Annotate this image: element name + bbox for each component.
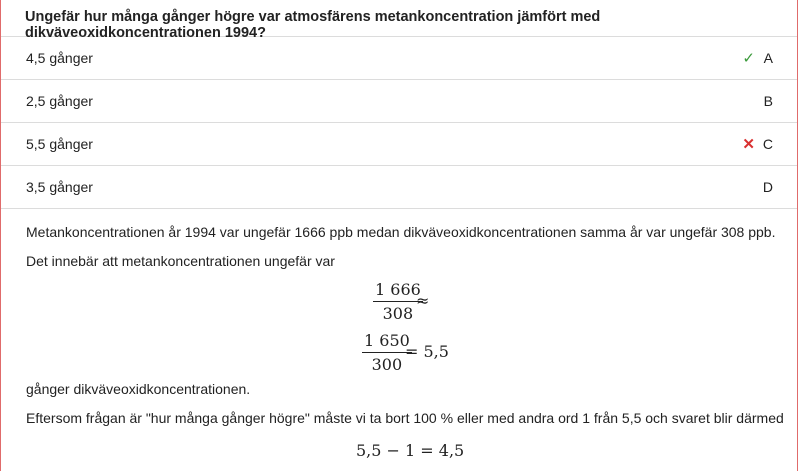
fraction-1-denominator: 308 bbox=[382, 304, 414, 323]
answer-options bbox=[1, 36, 797, 209]
option-c-text: 5,5 gånger bbox=[26, 136, 93, 152]
explanation-paragraph-1: Metankoncentrationen år 1994 var ungefär 1666 ppb medan dikväveoxidkoncentrationen samma år var ungefär 308 ppb. bbox=[26, 224, 776, 240]
option-b-letter: B bbox=[763, 93, 773, 109]
final-equation: 5,5 − 1 = 4,5 bbox=[356, 441, 465, 460]
option-b-text: 2,5 gånger bbox=[26, 93, 93, 109]
option-d-letter: D bbox=[762, 179, 773, 195]
cross-icon: ✕ bbox=[742, 136, 755, 153]
fraction-1-numerator: 1 666 bbox=[375, 280, 421, 299]
explanation-paragraph-4: Eftersom frågan är "hur många gånger högre" måste vi ta bort 100 % eller med andra ord 1 från 5,5 och svaret blir därmed bbox=[26, 410, 784, 426]
check-icon: ✓ bbox=[742, 50, 755, 67]
option-b[interactable] bbox=[1, 80, 797, 123]
explanation-paragraph-3: gånger dikväveoxidkoncentrationen. bbox=[26, 381, 251, 397]
option-a-letter: A bbox=[763, 50, 773, 66]
explanation-paragraph-2: Det innebär att metankoncentrationen ungefär var bbox=[26, 253, 335, 269]
approx-sign: ≈ bbox=[416, 291, 430, 310]
option-c[interactable] bbox=[1, 123, 797, 166]
option-a-text: 4,5 gånger bbox=[26, 50, 93, 66]
option-d-text: 3,5 gånger bbox=[26, 179, 93, 195]
question-text: Ungefär hur många gånger högre var atmosfärens metankoncentration jämfört med dikväveoxidkoncentrationen 1994? bbox=[25, 9, 601, 41]
fraction-2-result: = 5,5 bbox=[405, 342, 449, 361]
option-d[interactable] bbox=[1, 166, 797, 209]
fraction-2-numerator: 1 650 bbox=[364, 331, 410, 350]
fraction-2-denominator: 300 bbox=[371, 355, 403, 374]
option-a[interactable] bbox=[1, 37, 797, 80]
option-c-letter: C bbox=[762, 136, 773, 152]
